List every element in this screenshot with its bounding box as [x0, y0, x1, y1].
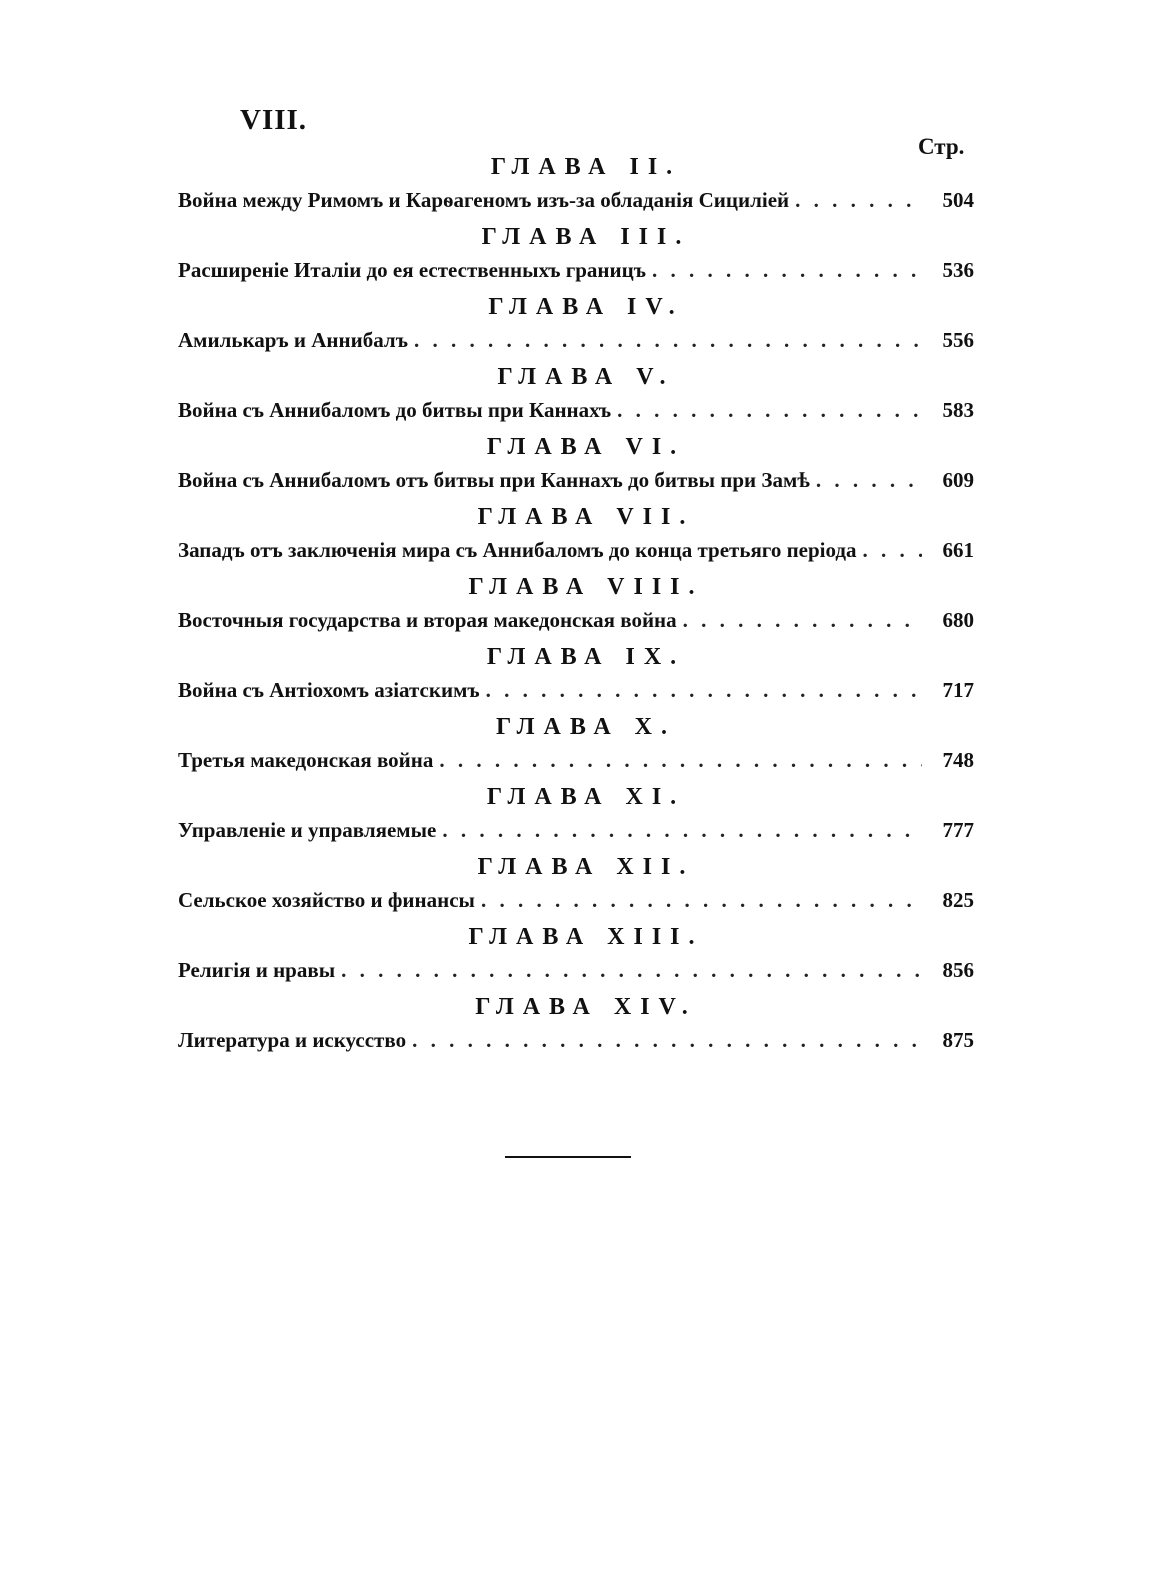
- end-rule: [505, 1156, 631, 1158]
- dot-leader: [439, 744, 922, 776]
- page-column-label: Стр.: [918, 134, 965, 159]
- toc-entry[interactable]: [178, 1024, 974, 1056]
- toc-entry[interactable]: [178, 534, 974, 566]
- chapter-heading: ГЛАВА X.: [495, 714, 677, 740]
- toc-chapter: [178, 920, 974, 990]
- toc-entry[interactable]: [178, 814, 974, 846]
- chapter-title: Религія и нравы: [178, 958, 336, 982]
- chapter-heading: ГЛАВА IX.: [486, 644, 686, 670]
- chapter-heading: ГЛАВА II.: [490, 154, 682, 180]
- chapter-title: Война съ Антіохомъ азіатскимъ: [178, 678, 480, 702]
- dot-leader: [683, 604, 922, 636]
- dot-leader: [481, 884, 922, 916]
- chapter-title: Третья македонская война: [178, 748, 434, 772]
- chapter-title: Война съ Аннибаломъ до битвы при Каннахъ: [178, 398, 612, 422]
- chapter-title: Литература и искусство: [178, 1028, 407, 1052]
- toc-chapter: [178, 990, 974, 1060]
- toc-entry[interactable]: [178, 394, 974, 426]
- toc-chapter: [178, 220, 974, 290]
- toc-chapter: [178, 430, 974, 500]
- toc-entry[interactable]: [178, 884, 974, 916]
- chapter-page: 661: [942, 538, 974, 562]
- chapter-page: 556: [942, 328, 974, 352]
- chapter-heading: ГЛАВА V.: [497, 364, 675, 390]
- chapter-page: 609: [942, 468, 974, 492]
- chapter-page: 536: [942, 258, 974, 282]
- chapter-page: 583: [942, 398, 974, 422]
- chapter-heading: ГЛАВА VIII.: [468, 574, 704, 600]
- dot-leader: [652, 254, 922, 286]
- chapter-page: 748: [942, 748, 974, 772]
- toc-entry[interactable]: [178, 324, 974, 356]
- toc-chapter: [178, 640, 974, 710]
- toc-chapter: [178, 710, 974, 780]
- chapter-heading: ГЛАВА IV.: [488, 294, 684, 320]
- chapter-title: Управленіе и управляемые: [178, 818, 437, 842]
- toc-chapter: [178, 150, 974, 220]
- toc-chapter: [178, 570, 974, 640]
- toc-entry[interactable]: [178, 954, 974, 986]
- toc-chapter: [178, 850, 974, 920]
- dot-leader: [442, 814, 922, 846]
- chapter-title: Восточныя государства и вторая македонская война: [178, 608, 677, 632]
- table-of-contents: [178, 150, 974, 1060]
- chapter-page: 680: [942, 608, 974, 632]
- toc-chapter: [178, 290, 974, 360]
- chapter-title: Расширеніе Италіи до ея естественныхъ границъ: [178, 258, 646, 282]
- chapter-heading: ГЛАВА XI.: [486, 784, 686, 810]
- toc-entry[interactable]: [178, 254, 974, 286]
- dot-leader: [617, 394, 922, 426]
- toc-entry[interactable]: [178, 184, 974, 216]
- chapter-title: Сельское хозяйство и финансы: [178, 888, 475, 912]
- chapter-title: Амилькаръ и Аннибалъ: [178, 328, 408, 352]
- toc-chapter: [178, 360, 974, 430]
- chapter-heading: ГЛАВА VI.: [486, 434, 686, 460]
- chapter-heading: ГЛАВА XII.: [477, 854, 695, 880]
- dot-leader: [486, 674, 922, 706]
- chapter-title: Война между Римомъ и Карѳагеномъ изъ-за обладанія Сициліей: [178, 188, 790, 212]
- chapter-heading: ГЛАВА XIV.: [475, 994, 697, 1020]
- toc-entry[interactable]: [178, 674, 974, 706]
- toc-entry[interactable]: [178, 604, 974, 636]
- toc-entry[interactable]: [178, 464, 974, 496]
- chapter-page: 717: [942, 678, 974, 702]
- toc-chapter: [178, 780, 974, 850]
- chapter-title: Война съ Аннибаломъ отъ битвы при Каннахъ до битвы при Замѣ: [178, 468, 810, 492]
- chapter-page: 504: [942, 188, 974, 212]
- page-number: VIII.: [240, 104, 308, 136]
- chapter-heading: ГЛАВА VII.: [477, 504, 695, 530]
- chapter-page: 825: [942, 888, 974, 912]
- chapter-page: 777: [942, 818, 974, 842]
- toc-chapter: [178, 500, 974, 570]
- dot-leader: [816, 464, 922, 496]
- chapter-page: 875: [942, 1028, 974, 1052]
- chapter-heading: ГЛАВА XIII.: [468, 924, 704, 950]
- chapter-heading: ГЛАВА III.: [481, 224, 691, 250]
- dot-leader: [341, 954, 922, 986]
- dot-leader: [795, 184, 922, 216]
- dot-leader: [863, 534, 922, 566]
- chapter-page: 856: [942, 958, 974, 982]
- chapter-title: Западъ отъ заключенія мира съ Аннибаломъ до конца третьяго періода: [178, 538, 857, 562]
- dot-leader: [414, 324, 922, 356]
- dot-leader: [412, 1024, 922, 1056]
- toc-entry[interactable]: [178, 744, 974, 776]
